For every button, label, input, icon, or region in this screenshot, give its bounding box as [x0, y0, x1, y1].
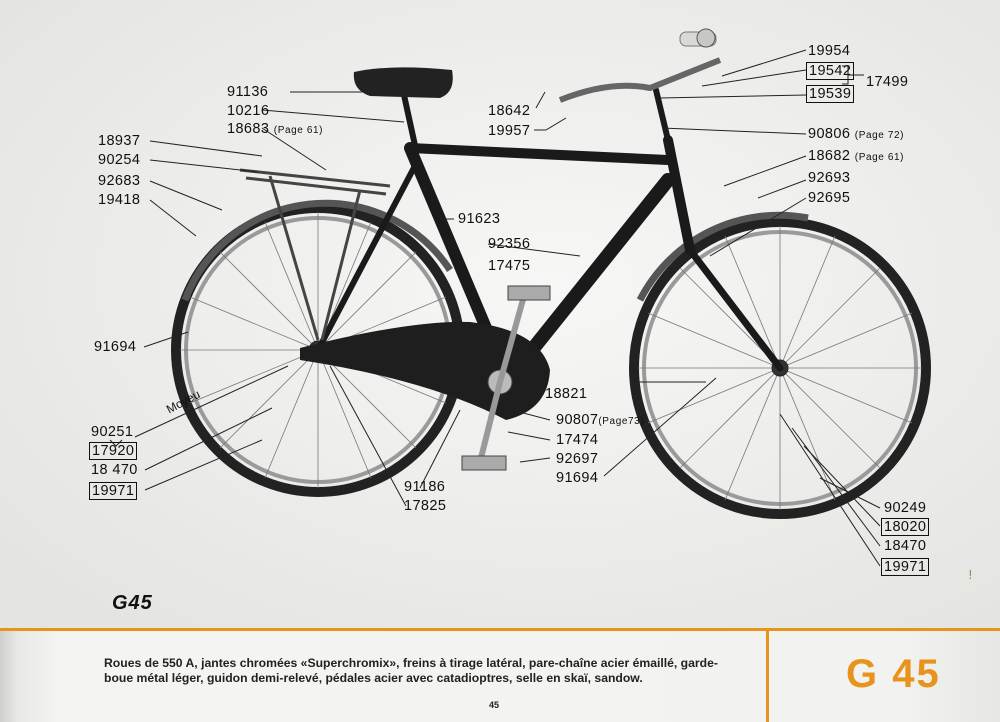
callout-91694-right: 91694 — [556, 470, 599, 486]
decorative-mark: ! — [968, 568, 973, 582]
page-number: 45 — [489, 700, 500, 710]
callout-92683: 92683 — [98, 173, 141, 189]
callout-91694-left: 91694 — [94, 339, 137, 355]
callout-90807 — [556, 412, 644, 430]
callout-17475: 17475 — [488, 258, 531, 274]
callout-17499: 17499 — [866, 74, 909, 90]
callout-90806 — [808, 126, 904, 144]
callout-19971-left: 19971 — [89, 482, 137, 500]
callout-17920: 17920 — [89, 442, 137, 460]
callout-92697: 92697 — [556, 451, 599, 467]
callout-91186: 91186 — [404, 479, 446, 495]
callout-19957: 19957 — [488, 123, 531, 139]
orange-vertical-divider — [766, 628, 769, 722]
page-reference: (Page73) — [598, 416, 645, 427]
callout-number: 90807 — [556, 412, 599, 428]
callout-18470-left: 18 470 — [91, 462, 138, 478]
callout-92693: 92693 — [808, 170, 851, 186]
page-reference: (Page 61) — [854, 152, 905, 163]
callout-18683 — [227, 121, 323, 139]
callout-number: 18682 — [808, 148, 851, 164]
callout-18020: 18020 — [881, 518, 929, 536]
callout-18642: 18642 — [488, 103, 531, 119]
callout-19542: 19542 — [806, 62, 854, 80]
model-tag: G45 — [112, 592, 153, 614]
callout-17825: 17825 — [404, 498, 447, 514]
callout-number: 90806 — [808, 126, 851, 142]
callout-17474: 17474 — [556, 432, 599, 448]
page-reference: (Page 72) — [854, 130, 905, 141]
callout-92695: 92695 — [808, 190, 851, 206]
callout-18470-right: 18470 — [884, 538, 927, 554]
callout-19954: 19954 — [808, 43, 851, 59]
model-heading: G 45 — [846, 652, 941, 696]
callout-90249: 90249 — [884, 500, 927, 516]
callout-18937: 18937 — [98, 133, 141, 149]
callout-19971-right: 19971 — [881, 558, 929, 576]
callout-90251: 90251 — [91, 424, 134, 440]
callout-90254: 90254 — [98, 152, 141, 168]
moyeu-label: Moyeu — [164, 387, 203, 417]
callout-19539: 19539 — [806, 85, 854, 103]
callout-92356: 92356 — [488, 236, 531, 252]
saddle — [354, 67, 453, 98]
callout-91136: 91136 — [227, 84, 269, 100]
model-description: Roues de 550 A, jantes chromées «Superchromix», freins à tirage latéral, pare-chaîne acier émaillé, garde-boue métal léger, guidon demi-relevé, pédales acier avec catadioptres, selle en skaï, sandow. — [104, 656, 718, 685]
page-reference: (Page 61) — [273, 125, 324, 136]
orange-divider — [0, 628, 1000, 631]
callout-10216: 10216 — [227, 103, 270, 119]
callout-19418: 19418 — [98, 192, 141, 208]
callout-number: 18683 — [227, 121, 270, 137]
callout-18821: 18821 — [545, 386, 588, 402]
callout-91623: 91623 — [458, 211, 501, 227]
callout-18682 — [808, 148, 904, 166]
